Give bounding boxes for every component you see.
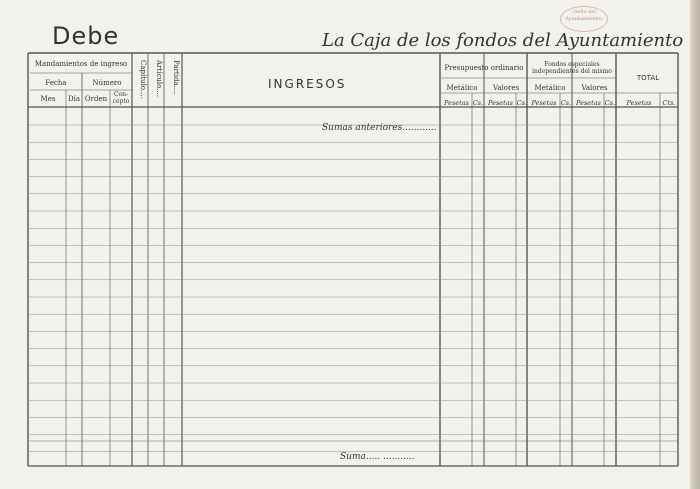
numero-label: Número — [92, 79, 122, 87]
ingresos-heading: INGRESOS — [268, 77, 347, 91]
articulo-label: Artículo.... — [155, 60, 163, 98]
page-title-caja: La Caja de los fondos del Ayuntamiento — [322, 30, 684, 51]
sumas-anteriores-row: Sumas anteriores............ — [322, 123, 437, 133]
concepto-label-1: Con- — [113, 91, 129, 98]
fondos-especiales-label-1: Fondos especiales — [544, 61, 600, 68]
pesetas-label-4: Pesetas — [576, 99, 601, 107]
valores-label-2: Valores — [581, 84, 608, 92]
pesetas-label-1: Pesetas — [444, 99, 469, 107]
total-label: TOTAL — [636, 74, 660, 82]
cts-label-total: Cts. — [662, 99, 676, 107]
metalico-label-1: Metálico — [446, 84, 478, 92]
fondos-especiales-label-2: independientes del mismo — [532, 68, 612, 75]
valores-label-1: Valores — [492, 84, 520, 92]
pesetas-label-3: Pesetas — [531, 99, 557, 107]
stamp-line-1: (Sello del — [572, 9, 596, 15]
partida-label: Partida.... — [172, 60, 180, 95]
pesetas-label-2: Pesetas — [488, 99, 513, 107]
cs-label-1: Cs. — [472, 99, 484, 107]
cs-label-4: Cs. — [604, 99, 616, 107]
suma-row: Suma..... ........... — [340, 452, 415, 462]
metalico-label-2: Metálico — [534, 84, 566, 92]
presupuesto-ordinario-label: Presupuesto ordinario — [444, 64, 524, 72]
mandamientos-label: Mandamientos de ingreso — [34, 60, 128, 68]
orden-label: Orden — [84, 95, 108, 103]
cs-label-2: Cs. — [516, 99, 528, 107]
fecha-label: Fecha — [45, 79, 67, 87]
page-title-debe: Debe — [52, 22, 120, 50]
concepto-label-2: cepto — [112, 98, 130, 105]
mes-label: Mes — [40, 95, 56, 103]
pesetas-label-total: Pesetas — [626, 99, 652, 107]
stamp-line-2: Ayuntamiento) — [565, 16, 603, 22]
cs-label-3: Cs. — [560, 99, 572, 107]
dia-label: Día — [67, 95, 81, 103]
capitulo-label: Capítulo.... — [139, 60, 147, 99]
